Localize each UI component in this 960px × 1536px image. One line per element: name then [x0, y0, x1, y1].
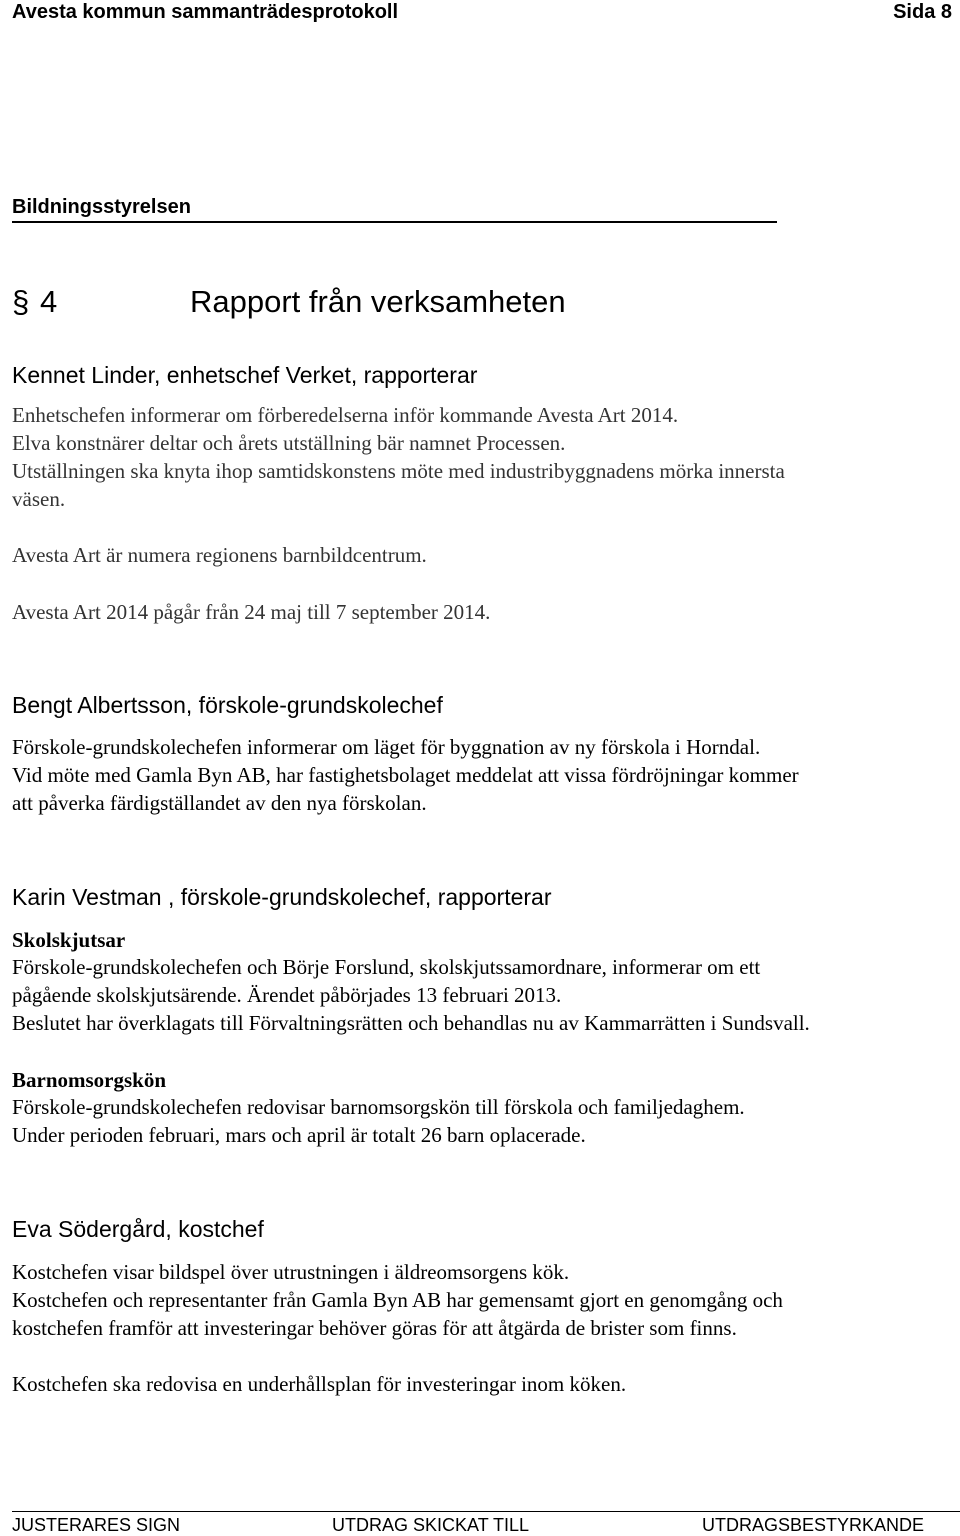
- speaker-heading: Karin Vestman , förskole-grundskolechef, rapporterar: [12, 884, 552, 910]
- body-line: Vid möte med Gamla Byn AB, har fastighetsbolaget meddelat att vissa fördröjningar kommer: [12, 763, 799, 787]
- body-line: Enhetschefen informerar om förberedelserna inför kommande Avesta Art 2014.: [12, 403, 679, 427]
- body-line: Beslutet har överklagats till Förvaltningsrätten och behandlas nu av Kammarrätten i Sundsvall.: [12, 1011, 810, 1035]
- body-line: Under perioden februari, mars och april är totalt 26 barn oplacerade.: [12, 1123, 586, 1147]
- footer-utdrag-skickat-till: UTDRAG SKICKAT TILL: [332, 1515, 530, 1535]
- paragraph-number: 4: [40, 284, 58, 319]
- body-line: Förskole-grundskolechefen och Börje Forslund, skolskjutssamordnare, informerar om ett: [12, 955, 761, 979]
- body-line: Kostchefen och representanter från Gamla Byn AB har gemensamt gjort en genomgång och: [12, 1288, 783, 1312]
- body-line: att påverka färdigställandet av den nya förskolan.: [12, 791, 427, 815]
- speaker-heading: Bengt Albertsson, förskole-grundskolechef: [12, 692, 443, 718]
- body-line: kostchefen framför att investeringar behöver göras för att åtgärda de brister som finns.: [12, 1316, 737, 1340]
- board-underline: [12, 221, 777, 223]
- speaker-heading: Kennet Linder, enhetschef Verket, rapporterar: [12, 362, 478, 388]
- footer-justerares-sign: JUSTERARES SIGN: [12, 1515, 181, 1535]
- speaker-heading: Eva Södergård, kostchef: [12, 1216, 264, 1242]
- subheading-skolskjutsar: Skolskjutsar: [12, 928, 126, 952]
- body-line: Elva konstnärer deltar och årets utställning bär namnet Processen.: [12, 431, 566, 455]
- paragraph-title: Rapport från verksamheten: [190, 284, 566, 319]
- board-name: Bildningsstyrelsen: [12, 196, 191, 218]
- footer-rule: [12, 1511, 960, 1512]
- body-line: Kostchefen visar bildspel över utrustningen i äldreomsorgens kök.: [12, 1260, 570, 1284]
- footer-utdragsbestyrkande: UTDRAGSBESTYRKANDE: [702, 1515, 925, 1535]
- body-line: Förskole-grundskolechefen redovisar barnomsorgskön till förskola och familjedaghem.: [12, 1095, 745, 1119]
- body-line: Avesta Art 2014 pågår från 24 maj till 7 september 2014.: [12, 600, 491, 624]
- section-sign: §: [12, 284, 30, 319]
- body-line: väsen.: [12, 487, 66, 511]
- body-line: Kostchefen ska redovisa en underhållsplan för investeringar inom köken.: [12, 1372, 627, 1396]
- document-header-title: Avesta kommun sammanträdesprotokoll: [12, 1, 399, 23]
- subheading-barnomsorgskon: Barnomsorgskön: [12, 1068, 167, 1092]
- body-line: Avesta Art är numera regionens barnbildcentrum.: [12, 543, 427, 567]
- body-line: pågående skolskjutsärende. Ärendet påbörjades 13 februari 2013.: [12, 983, 562, 1007]
- page-number: Sida 8: [893, 1, 952, 23]
- body-line: Förskole-grundskolechefen informerar om läget för byggnation av ny förskola i Horndal.: [12, 735, 761, 759]
- body-line: Utställningen ska knyta ihop samtidskonstens möte med industribyggnadens mörka innersta: [12, 459, 785, 483]
